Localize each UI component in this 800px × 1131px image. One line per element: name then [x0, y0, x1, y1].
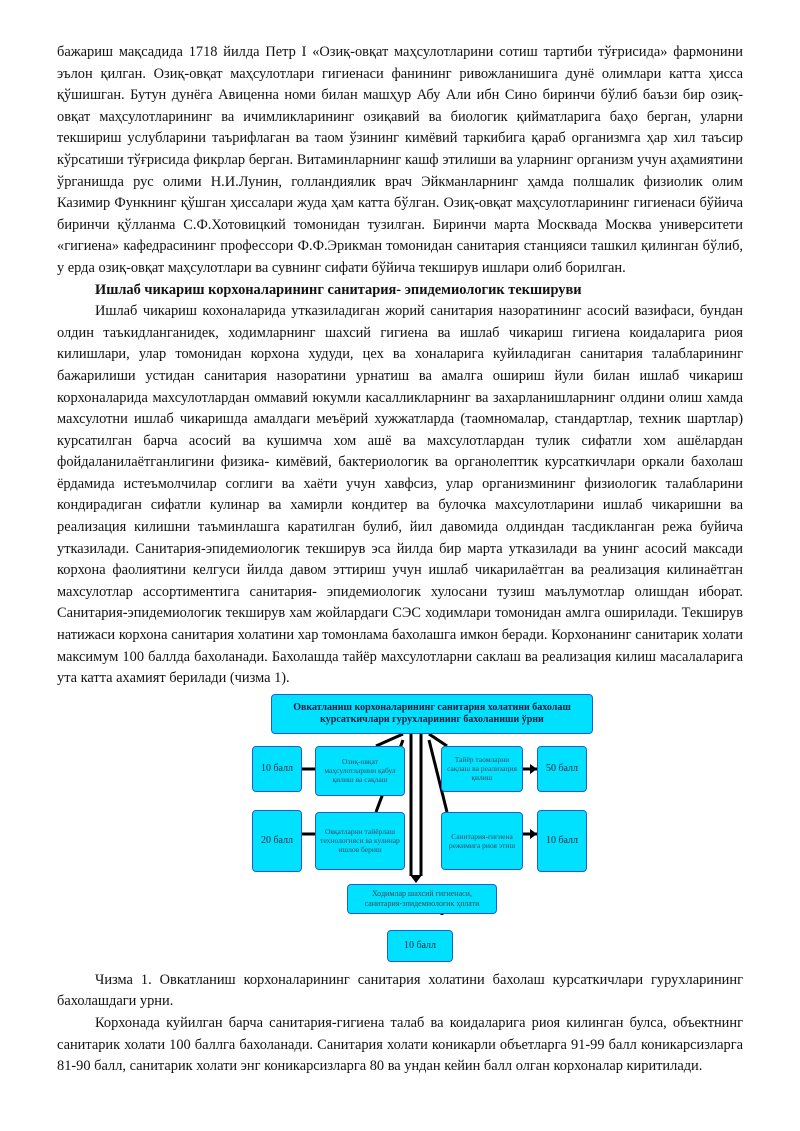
criterion-box-top-left: Озиқ-овқат маҳсулотларини қабул қилиш ва сақлаш: [315, 746, 405, 796]
section-heading: Ишлаб чикариш корхоналарининг санитария- эпидемиологик текшируви: [95, 281, 582, 298]
criterion-box-mid-right: Санитария-гигиена режимига риоя этиш: [441, 812, 523, 870]
score-box-mid-right: 10 балл: [537, 810, 587, 872]
figure-caption: Чизма 1. Овкатланиш корхоналарининг санитария холатини бахолаш курсаткичлари гурухларининг бахолашдаги урни.: [57, 971, 743, 1010]
score-box-top-right: 50 балл: [537, 746, 587, 792]
score-box-top-left: 10 балл: [252, 746, 302, 792]
document-page: [57, 42, 743, 1078]
criterion-box-bottom: Ходимлар шахсий гигиенаси, санитария-эпидемиологик ҳолати: [347, 884, 497, 914]
criterion-box-top-right: Тайёр таомларни сақлаш ва реализация қилиш: [441, 746, 523, 792]
diagram-title-box: Овкатланиш корхоналарининг санитария холатини бахолаш курсаткичлари гурухларининг бахоланиши ўрни: [271, 694, 593, 734]
paragraph-inspection: Ишлаб чикариш кохоналарида утказиладиган жорий санитария назоратининг асосий вазифаси, бундан олдин таъкидланганидек, ходимларнинг шахсий гигиена ва ишлаб чикариш гигиена коидаларига риоя килишлари, улар томонидан корхона худуди, цех ва хоналарига куйиладиган санитария талабларининг бажарилиши устидан санитария назоратини урнатиш ва амалга ошириш йули билан ишлаб чикариш корхоналарида махсулотлардан оммавий юкумли касалликларнинг ва захарланишларнинг олдини олиш хамда махсулотни ишлаб чикаришда амалдаги меъёрий хужжатларда (таомномалар, стандартлар, техник шартлар) курсатилган барча асосий ва кушимча хом ашё ва махсулотлардан тулик сифатли хом ашёлардан фойдаланилаётганлигини физика- кимёвий, бактериологик ва органолептик курсаткичлари оркали бахолаш ёрдамида истеъмолчилар соглиги ва хаёти учун хавфсиз, улар организмининг физиологик талабларини кондирадиган сифатли кулинар ва хамирли кондитер ва булочка махсулотларини ишлаб чикаришни ва реализация килишни таъминлашга каратилган булиб, йил давомида олдиндан тасдикланган режа буйича утказилади. Санитария-эпидемиологик текширув эса йилда бир марта утказилади ва унинг асосий максади корхона фаолиятини келгуси йилда давом эттириш учун ишлаб чикарилаётган ва реализация килинаётган махсулотлар ассортиментига санитария- эпидемиологик хулосани тузиш маълумотлар олишдан иборат. Санитария-эпидемиологик текширув хам жойлардаги СЭС ходимлари томонидан амлга оширилади. Текширув натижаси корхона санитария холатини хар томонлама бахолашга имкон беради. Корхонанинг санитарик холати максимум 100 баллда бахоланади. Бахолашда тайёр махсулотларни саклаш ва реализация килиш масалаларига ута катта ахамият берилади (чизма 1).: [57, 303, 743, 687]
paragraph-scoring: Корхонада куйилган барча санитария-гигиена талаб ва коидаларига риоя килинган булса, объектнинг санитарик холати 100 баллга бахоланади. Санитария холати коникарли объетларга 91-99 балл коникарсизларга 81-90 балл, санитарик холати энг коникарсизларга 80 ва ундан кейин балл олган корхоналар киритилади.: [57, 1015, 743, 1075]
paragraph-history: бажариш мақсадида 1718 йилда Петр I «Озиқ-овқат маҳсулотларини сотиш тартиби тўғрисида» фармонини эълон қилган. Озиқ-овқат маҳсулотлари гигиенаси фанининг ривожланишига дунё олимлари катта ҳисса қўшишган. Бутун дунёга Авиценна номи билан машҳур Абу Али ибн Сино биринчи бўлиб баъзи бир озиқ-овқат маҳсулотларининг ва ичимликларининг озиқавий ва биологик қийматларига баҳо берган, уларни текшириш услубларини таърифлаган ва таом ўзининг кимёвий таркибига қараб организмга ҳар хил таъсир кўрсатиши тўғрисида фикрлар берган. Витаминларнинг кашф этилиши ва уларнинг организм учун аҳамиятини ўрганишда рус олими Н.И.Лунин, голландиялик врач Эйкманларнинг ҳамда полшалик физиолик олим Казимир Функнинг қўшган ҳиссалари жуда ҳам катта бўлган. Озиқ-овқат маҳсулотларининг гигиенаси бўйича биринчи қўлланма С.Ф.Хотовицкий томонидан тузилган. Биринчи марта Москвада Москва университети «гигиена» кафедрасининг профессори Ф.Ф.Эрикман томонидан санитария станцияси ташкил қилинган бўлиб, у ерда озиқ-овқат маҳсулотлари ва сувнинг сифати бўйича текширув ишлари олиб борилган.: [57, 44, 743, 276]
score-box-mid-left: 20 балл: [252, 810, 302, 872]
assessment-diagram: [57, 694, 743, 966]
score-box-bottom: 10 балл: [387, 930, 453, 962]
criterion-box-mid-left: Овқатларни тайёрлаш технологияси ва кулинар ишлов бериш: [315, 812, 405, 870]
